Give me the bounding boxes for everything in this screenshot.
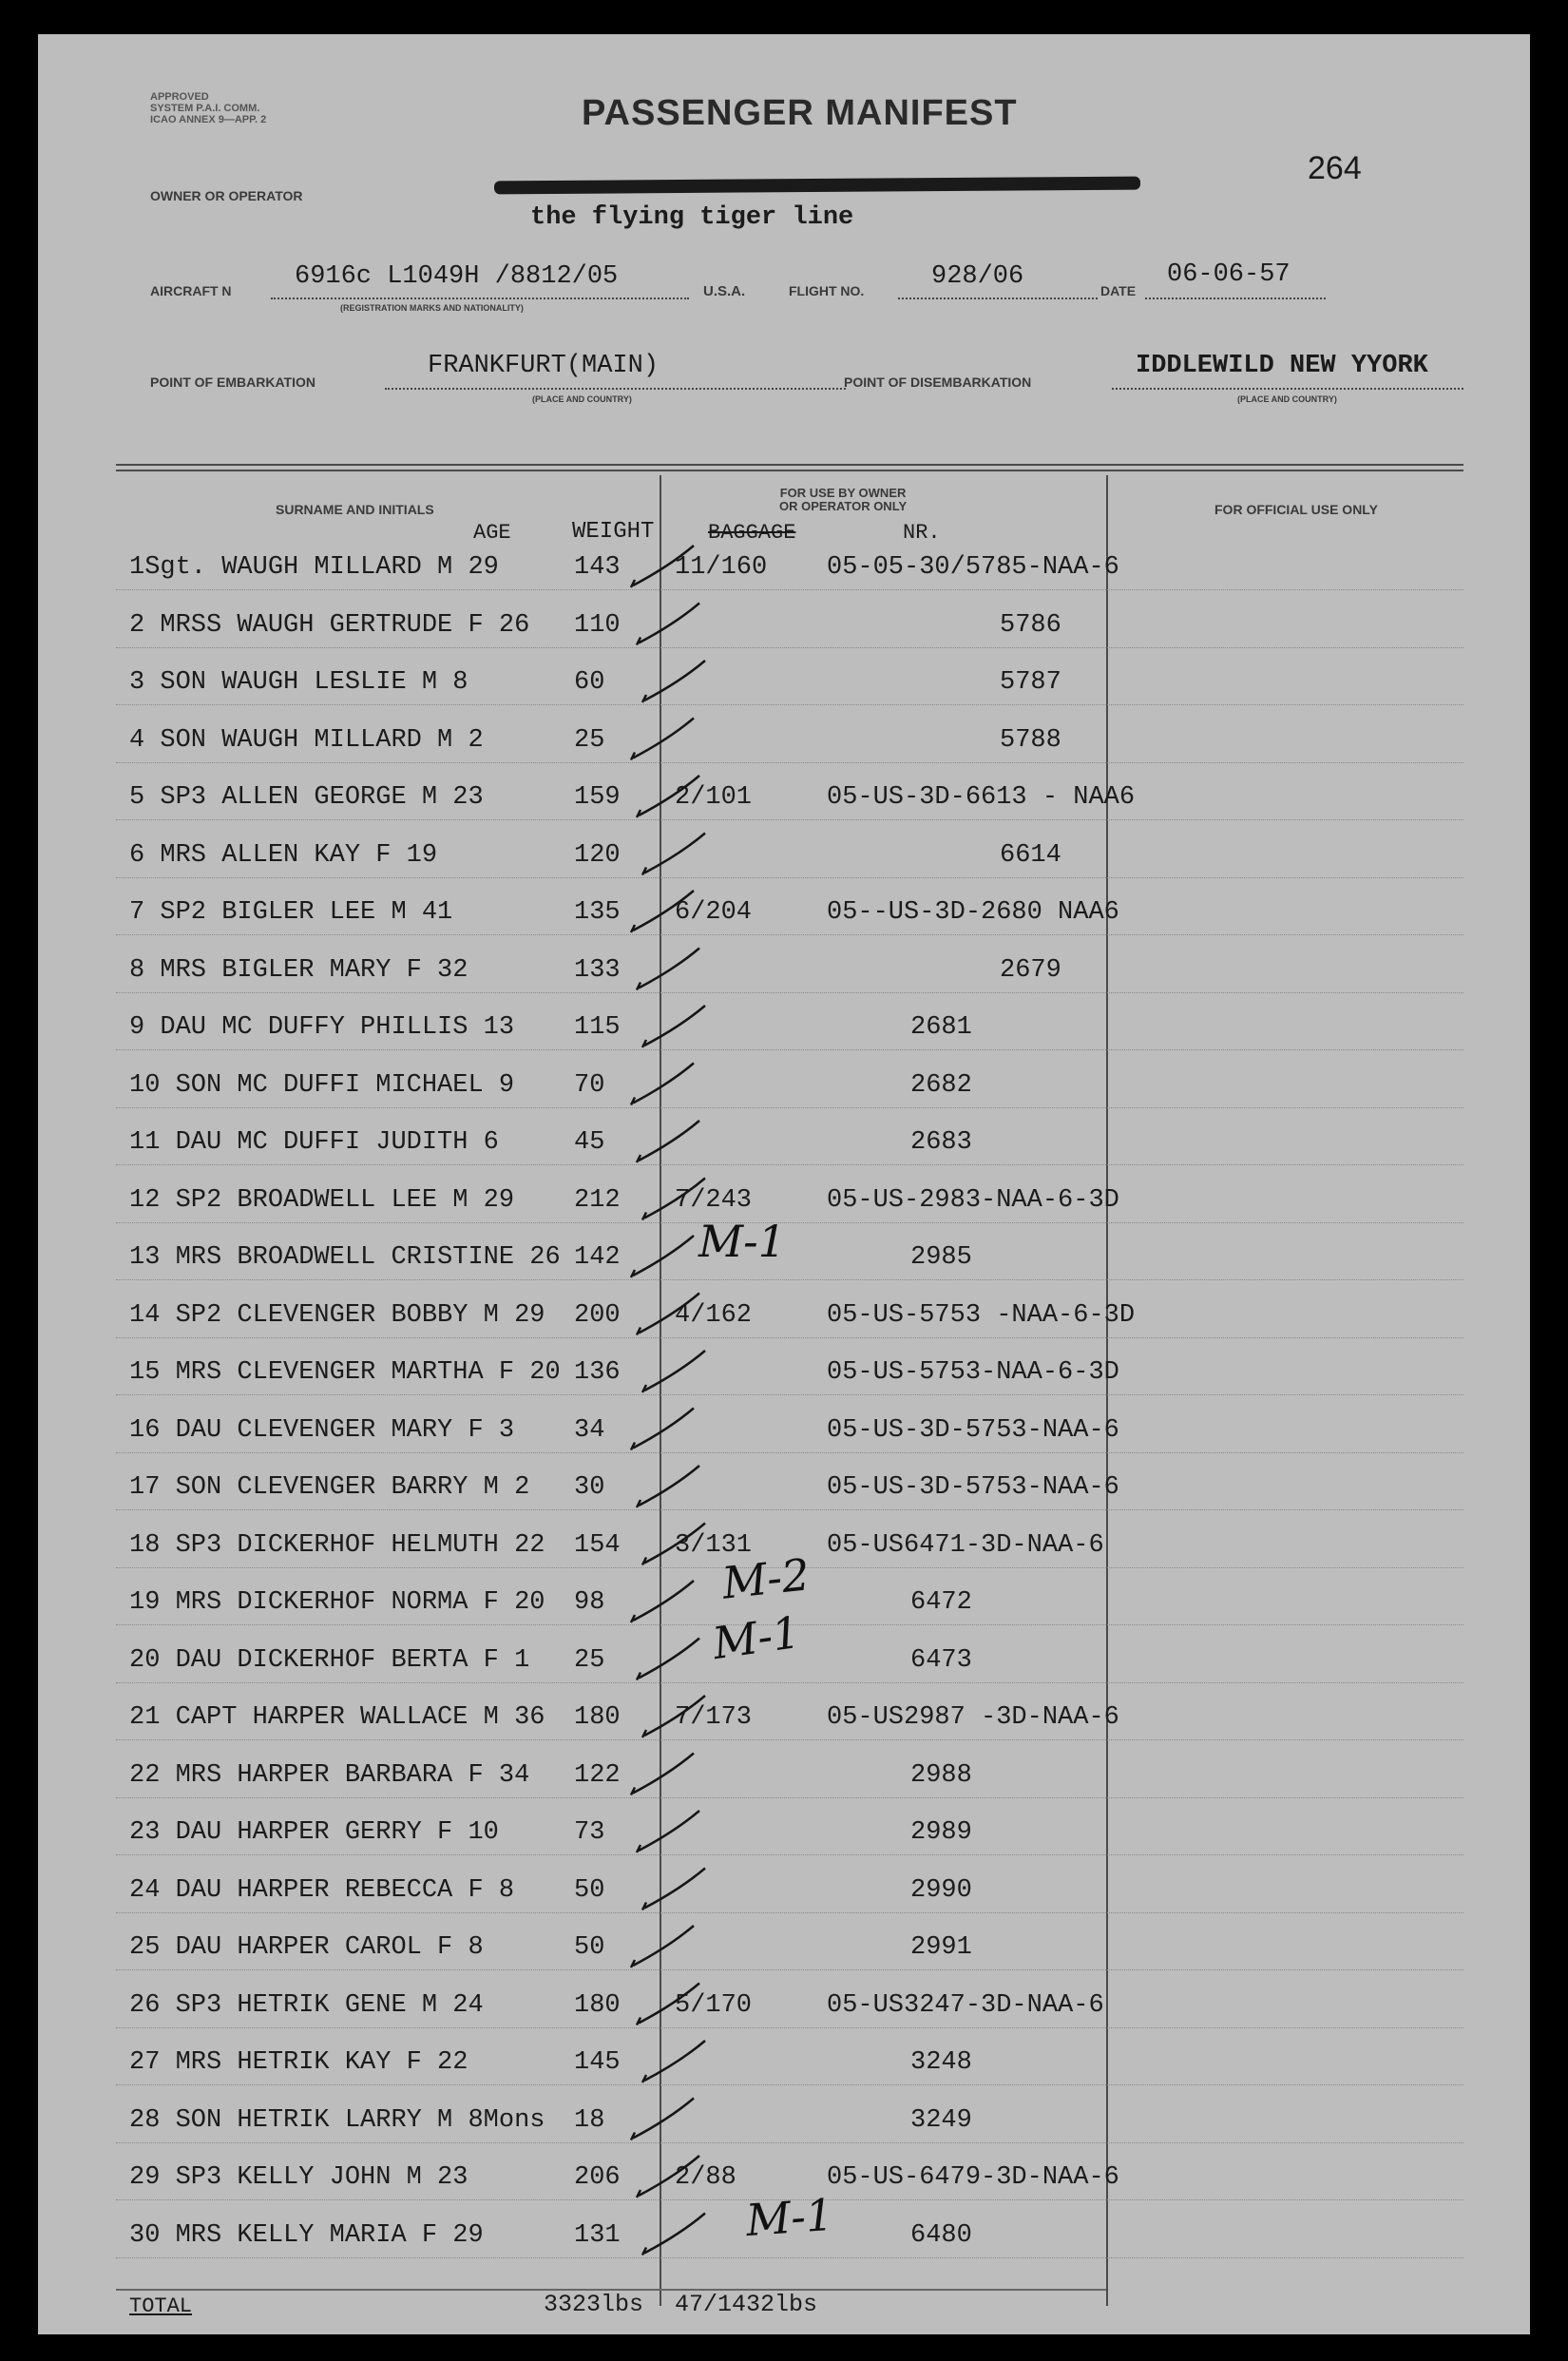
- row-5-passenger: 5 SP3 ALLEN GEORGE M 23: [129, 783, 484, 812]
- row-30-check-mark: [642, 2214, 705, 2255]
- disembark-label: POINT OF DISEMBARKATION: [844, 374, 1032, 390]
- header-baggage: BAGGAGE: [708, 521, 796, 545]
- row-12-passenger: 12 SP2 BROADWELL LEE M 29: [129, 1185, 515, 1215]
- row-11-check-mark: [637, 1121, 699, 1162]
- row-8-passenger: 8 MRS BIGLER MARY F 32: [129, 955, 468, 985]
- embark-label: POINT OF EMBARKATION: [150, 374, 316, 390]
- aircraft-value: 6916c L1049H /8812/05: [295, 262, 619, 291]
- row-21-baggage: 7/173: [675, 1703, 753, 1732]
- row-26-check-mark: [637, 1984, 699, 2025]
- row-27-weight: 145: [574, 2048, 621, 2077]
- row-1-baggage: 11/160: [675, 553, 768, 582]
- row-10-passenger: 10 SON MC DUFFI MICHAEL 9: [129, 1070, 515, 1100]
- row-1-check-mark: [631, 546, 694, 587]
- row-2-nr: 5786: [1000, 610, 1061, 640]
- row-27-passenger: 27 MRS HETRIK KAY F 22: [129, 2048, 468, 2077]
- row-9-passenger: 9 DAU MC DUFFY PHILLIS 13: [129, 1013, 515, 1042]
- row-15-nr: 05-US-5753-NAA-6-3D: [827, 1358, 1119, 1387]
- row-23-check-mark: [637, 1811, 699, 1852]
- row-12-check-mark: [642, 1179, 705, 1220]
- row-15-check-mark: [642, 1351, 705, 1392]
- embark-value: FRANKFURT(MAIN): [428, 352, 660, 380]
- row-30-weight: 131: [574, 2220, 621, 2250]
- row-6-check-mark: [642, 834, 705, 875]
- row-9-nr: 2681: [910, 1013, 972, 1042]
- row-17-weight: 30: [574, 1473, 605, 1502]
- usa-label: U.S.A.: [703, 283, 746, 299]
- row-17-nr: 05-US-3D-5753-NAA-6: [827, 1473, 1119, 1502]
- row-30-nr: 6480: [910, 2220, 972, 2250]
- row-12-nr: 05-US-2983-NAA-6-3D: [827, 1185, 1119, 1215]
- row-5-nr: 05-US-3D-6613 - NAA6: [827, 783, 1136, 812]
- row-18-baggage: 3/131: [675, 1530, 753, 1560]
- row-6-passenger: 6 MRS ALLEN KAY F 19: [129, 840, 438, 870]
- row-17-passenger: 17 SON CLEVENGER BARRY M 2: [129, 1473, 530, 1502]
- row-18-passenger: 18 SP3 DICKERHOF HELMUTH 22: [129, 1530, 545, 1560]
- row-8-weight: 133: [574, 955, 621, 985]
- row-27-check-mark: [642, 2041, 705, 2083]
- row-25-weight: 50: [574, 1933, 605, 1962]
- row-15-weight: 136: [574, 1358, 621, 1387]
- row-11-passenger: 11 DAU MC DUFFI JUDITH 6: [129, 1128, 499, 1157]
- row-8-check-mark: [637, 949, 699, 990]
- row-20-passenger: 20 DAU DICKERHOF BERTA F 1: [129, 1645, 530, 1675]
- flight-value: 928/06: [931, 262, 1024, 291]
- page-number: 264: [1308, 150, 1362, 186]
- row-22-check-mark: [631, 1754, 694, 1795]
- date-value: 06-06-57: [1167, 260, 1291, 289]
- flight-label: FLIGHT NO.: [789, 283, 865, 298]
- row-21-nr: 05-US2987 -3D-NAA-6: [827, 1703, 1119, 1732]
- row-23-passenger: 23 DAU HARPER GERRY F 10: [129, 1818, 499, 1847]
- row-20-check-mark: [637, 1639, 699, 1680]
- row-4-nr: 5788: [1000, 725, 1061, 755]
- row-20-nr: 6473: [910, 1645, 972, 1675]
- row-9-check-mark: [642, 1006, 705, 1047]
- row-23-nr: 2989: [910, 1818, 972, 1847]
- row-16-passenger: 16 DAU CLEVENGER MARY F 3: [129, 1415, 515, 1445]
- row-14-nr: 05-US-5753 -NAA-6-3D: [827, 1300, 1136, 1330]
- row-7-check-mark: [631, 891, 694, 932]
- row-7-nr: 05--US-3D-2680 NAA6: [827, 898, 1119, 927]
- row-2-check-mark: [637, 604, 699, 645]
- row-28-passenger: 28 SON HETRIK LARRY M 8Mons: [129, 2105, 545, 2135]
- row-13-passenger: 13 MRS BROADWELL CRISTINE 26: [129, 1243, 561, 1272]
- row-22-weight: 122: [574, 1760, 621, 1790]
- aircraft-sub: (REGISTRATION MARKS AND NATIONALITY): [340, 303, 524, 313]
- page-title: PASSENGER MANIFEST: [582, 93, 1018, 133]
- row-23-weight: 73: [574, 1818, 605, 1847]
- row-7-weight: 135: [574, 898, 621, 927]
- total-label: TOTAL: [129, 2294, 193, 2318]
- embark-sub: (PLACE AND COUNTRY): [532, 394, 632, 404]
- date-label: DATE: [1100, 283, 1137, 298]
- row-26-weight: 180: [574, 1990, 621, 2020]
- row-12-baggage: 7/243: [675, 1185, 753, 1215]
- row-4-passenger: 4 SON WAUGH MILLARD M 2: [129, 725, 484, 755]
- row-22-passenger: 22 MRS HARPER BARBARA F 34: [129, 1760, 530, 1790]
- row-2-weight: 110: [574, 610, 621, 640]
- header-official-use: FOR OFFICIAL USE ONLY: [1214, 502, 1378, 517]
- row-26-baggage: 5/170: [675, 1990, 753, 2020]
- row-26-passenger: 26 SP3 HETRIK GENE M 24: [129, 1990, 484, 2020]
- handwritten-mark-row-20: M-1: [709, 1605, 804, 1670]
- row-19-check-mark: [631, 1581, 694, 1622]
- row-11-weight: 45: [574, 1128, 605, 1157]
- row-20-weight: 25: [574, 1645, 605, 1675]
- row-14-passenger: 14 SP2 CLEVENGER BOBBY M 29: [129, 1300, 545, 1330]
- row-18-weight: 154: [574, 1530, 621, 1560]
- row-22-nr: 2988: [910, 1760, 972, 1790]
- manifest-sheet: [38, 34, 1530, 2334]
- row-1-passenger: 1Sgt. WAUGH MILLARD M 29: [129, 553, 499, 582]
- disembark-sub: (PLACE AND COUNTRY): [1237, 394, 1337, 404]
- row-25-nr: 2991: [910, 1933, 972, 1962]
- row-27-nr: 3248: [910, 2048, 972, 2077]
- row-14-weight: 200: [574, 1300, 621, 1330]
- row-11-nr: 2683: [910, 1128, 972, 1157]
- header-owner-line-1: FOR USE BY OWNER: [779, 486, 907, 500]
- row-28-weight: 18: [574, 2105, 605, 2135]
- row-28-check-mark: [631, 2099, 694, 2140]
- aircraft-label: AIRCRAFT N: [150, 283, 232, 298]
- row-5-weight: 159: [574, 783, 621, 812]
- owner-label: OWNER OR OPERATOR: [150, 188, 303, 203]
- row-6-weight: 120: [574, 840, 621, 870]
- row-3-weight: 60: [574, 668, 605, 697]
- row-17-check-mark: [637, 1466, 699, 1507]
- row-24-passenger: 24 DAU HARPER REBECCA F 8: [129, 1875, 515, 1905]
- row-30-passenger: 30 MRS KELLY MARIA F 29: [129, 2220, 484, 2250]
- row-6-nr: 6614: [1000, 840, 1061, 870]
- row-29-weight: 206: [574, 2163, 621, 2192]
- row-7-baggage: 6/204: [675, 898, 753, 927]
- row-19-passenger: 19 MRS DICKERHOF NORMA F 20: [129, 1588, 545, 1617]
- row-24-nr: 2990: [910, 1875, 972, 1905]
- row-7-passenger: 7 SP2 BIGLER LEE M 41: [129, 898, 453, 927]
- row-15-passenger: 15 MRS CLEVENGER MARTHA F 20: [129, 1358, 561, 1387]
- row-21-weight: 180: [574, 1703, 621, 1732]
- row-1-weight: 143: [574, 553, 621, 582]
- row-5-check-mark: [637, 776, 699, 817]
- row-13-nr: 2985: [910, 1243, 972, 1272]
- handwritten-mark-row-13: M-1: [698, 1216, 786, 1267]
- row-16-nr: 05-US-3D-5753-NAA-6: [827, 1415, 1119, 1445]
- row-14-check-mark: [637, 1294, 699, 1335]
- row-13-check-mark: [631, 1236, 694, 1277]
- check-marks: [38, 34, 1530, 2334]
- row-13-weight: 142: [574, 1243, 621, 1272]
- row-21-check-mark: [642, 1696, 705, 1737]
- header-nr: NR.: [903, 521, 941, 545]
- total-weight: 3323lbs: [544, 2291, 644, 2318]
- row-29-passenger: 29 SP3 KELLY JOHN M 23: [129, 2163, 468, 2192]
- approved-line-1: APPROVED: [150, 91, 209, 103]
- row-19-weight: 98: [574, 1588, 605, 1617]
- row-24-check-mark: [642, 1869, 705, 1910]
- row-12-weight: 212: [574, 1185, 621, 1215]
- handwritten-mark-row-30: M-1: [744, 2188, 835, 2247]
- row-28-nr: 3249: [910, 2105, 972, 2135]
- row-16-check-mark: [631, 1409, 694, 1450]
- row-24-weight: 50: [574, 1875, 605, 1905]
- row-10-nr: 2682: [910, 1070, 972, 1100]
- row-5-baggage: 2/101: [675, 783, 753, 812]
- row-4-check-mark: [631, 719, 694, 760]
- owner-value: the flying tiger line: [530, 203, 854, 232]
- row-8-nr: 2679: [1000, 955, 1061, 985]
- row-10-check-mark: [631, 1064, 694, 1105]
- row-19-nr: 6472: [910, 1588, 972, 1617]
- header-weight: WEIGHT: [572, 519, 655, 545]
- row-4-weight: 25: [574, 725, 605, 755]
- row-29-baggage: 2/88: [675, 2163, 736, 2192]
- row-14-baggage: 4/162: [675, 1300, 753, 1330]
- row-18-nr: 05-US6471-3D-NAA-6: [827, 1530, 1104, 1560]
- row-2-passenger: 2 MRSS WAUGH GERTRUDE F 26: [129, 610, 530, 640]
- row-3-passenger: 3 SON WAUGH LESLIE M 8: [129, 668, 468, 697]
- approved-line-2: SYSTEM P.A.I. COMM.: [150, 103, 260, 114]
- row-3-check-mark: [642, 661, 705, 702]
- row-25-passenger: 25 DAU HARPER CAROL F 8: [129, 1933, 484, 1962]
- row-29-check-mark: [637, 2156, 699, 2198]
- total-baggage: 47/1432lbs: [675, 2291, 818, 2318]
- disembark-value: IDDLEWILD NEW YYORK: [1136, 352, 1428, 380]
- row-16-weight: 34: [574, 1415, 605, 1445]
- row-1-nr: 05-05-30/5785-NAA-6: [827, 553, 1119, 582]
- row-9-weight: 115: [574, 1013, 621, 1042]
- header-owner-line-2: OR OPERATOR ONLY: [779, 499, 908, 513]
- approved-line-3: ICAO ANNEX 9—APP. 2: [150, 114, 267, 125]
- header-surname: SURNAME AND INITIALS: [276, 502, 434, 517]
- row-18-check-mark: [642, 1524, 705, 1565]
- row-26-nr: 05-US3247-3D-NAA-6: [827, 1990, 1104, 2020]
- row-25-check-mark: [631, 1926, 694, 1968]
- row-10-weight: 70: [574, 1070, 605, 1100]
- header-age: AGE: [473, 521, 511, 545]
- row-21-passenger: 21 CAPT HARPER WALLACE M 36: [129, 1703, 545, 1732]
- row-3-nr: 5787: [1000, 668, 1061, 697]
- handwritten-mark-row-19: M-2: [719, 1548, 813, 1609]
- row-29-nr: 05-US-6479-3D-NAA-6: [827, 2163, 1119, 2192]
